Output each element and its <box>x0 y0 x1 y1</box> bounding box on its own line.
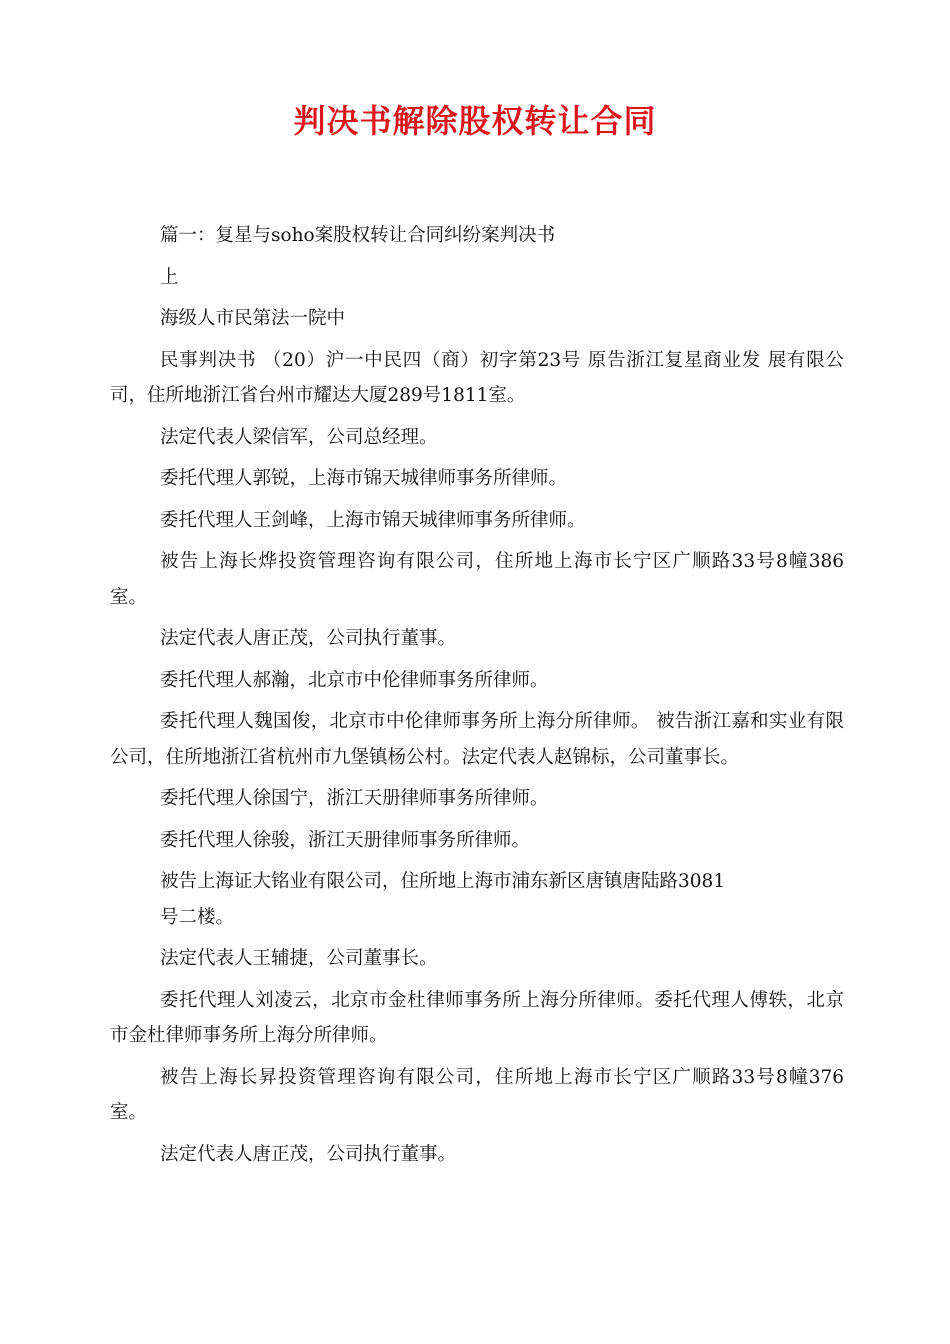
paragraph: 委托代理人郝瀚，北京市中伦律师事务所律师。 <box>160 669 549 691</box>
paragraph: 法定代表人王辅捷，公司董事长。 <box>160 948 438 969</box>
paragraph: 委托代理人王剑峰，上海市锦天城律师事务所律师。 <box>160 509 586 531</box>
paragraph: 号二楼。 <box>160 906 235 928</box>
paragraph: 委托代理人徐国宁，浙江天册律师事务所律师。 <box>160 788 549 809</box>
paragraph: 民事判决书 （20）沪一中民四（商）初字第23号 原告浙江复星商业发 展有限公司，住所地浙江省台州市耀达大厦289号1811室。 <box>110 349 844 406</box>
paragraph: 法定代表人梁信军，公司总经理。 <box>160 426 438 448</box>
paragraph: 海级人市民第法一院中 <box>160 308 346 329</box>
paragraph: 法定代表人唐正茂，公司执行董事。 <box>160 1143 457 1165</box>
paragraph: 上 <box>160 266 179 288</box>
document-title: 判决书解除股权转让合同 <box>293 102 657 140</box>
paragraph-heading: 篇一：复星与soho案股权转让合同纠纷案判决书 <box>160 225 556 246</box>
paragraph: 被告上海长昇投资管理咨询有限公司，住所地上海市长宁区广顺路33号8幢376 室。 <box>110 1066 844 1123</box>
paragraph: 委托代理人徐骏，浙江天册律师事务所律师。 <box>160 829 531 851</box>
paragraph: 法定代表人唐正茂，公司执行董事。 <box>160 628 457 649</box>
paragraph: 被告上海长烨投资管理咨询有限公司，住所地上海市长宁区广顺路33号8幢386 室。 <box>110 551 844 608</box>
paragraph: 被告上海证大铭业有限公司，住所地上海市浦东新区唐镇唐陆路3081 <box>160 871 726 892</box>
paragraph: 委托代理人刘凌云，北京市金杜律师事务所上海分所律师。委托代理人傅轶，北京市金杜律师事务所上海分所律师。 <box>110 989 844 1046</box>
paragraph: 委托代理人郭锐，上海市锦天城律师事务所律师。 <box>160 468 568 489</box>
paragraph: 委托代理人魏国俊，北京市中伦律师事务所上海分所律师。 被告浙江嘉和实业有限公司，住所地浙江省杭州市九堡镇杨公村。法定代表人赵锦标，公司董事长。 <box>110 711 844 768</box>
document-body <box>110 218 844 1172</box>
